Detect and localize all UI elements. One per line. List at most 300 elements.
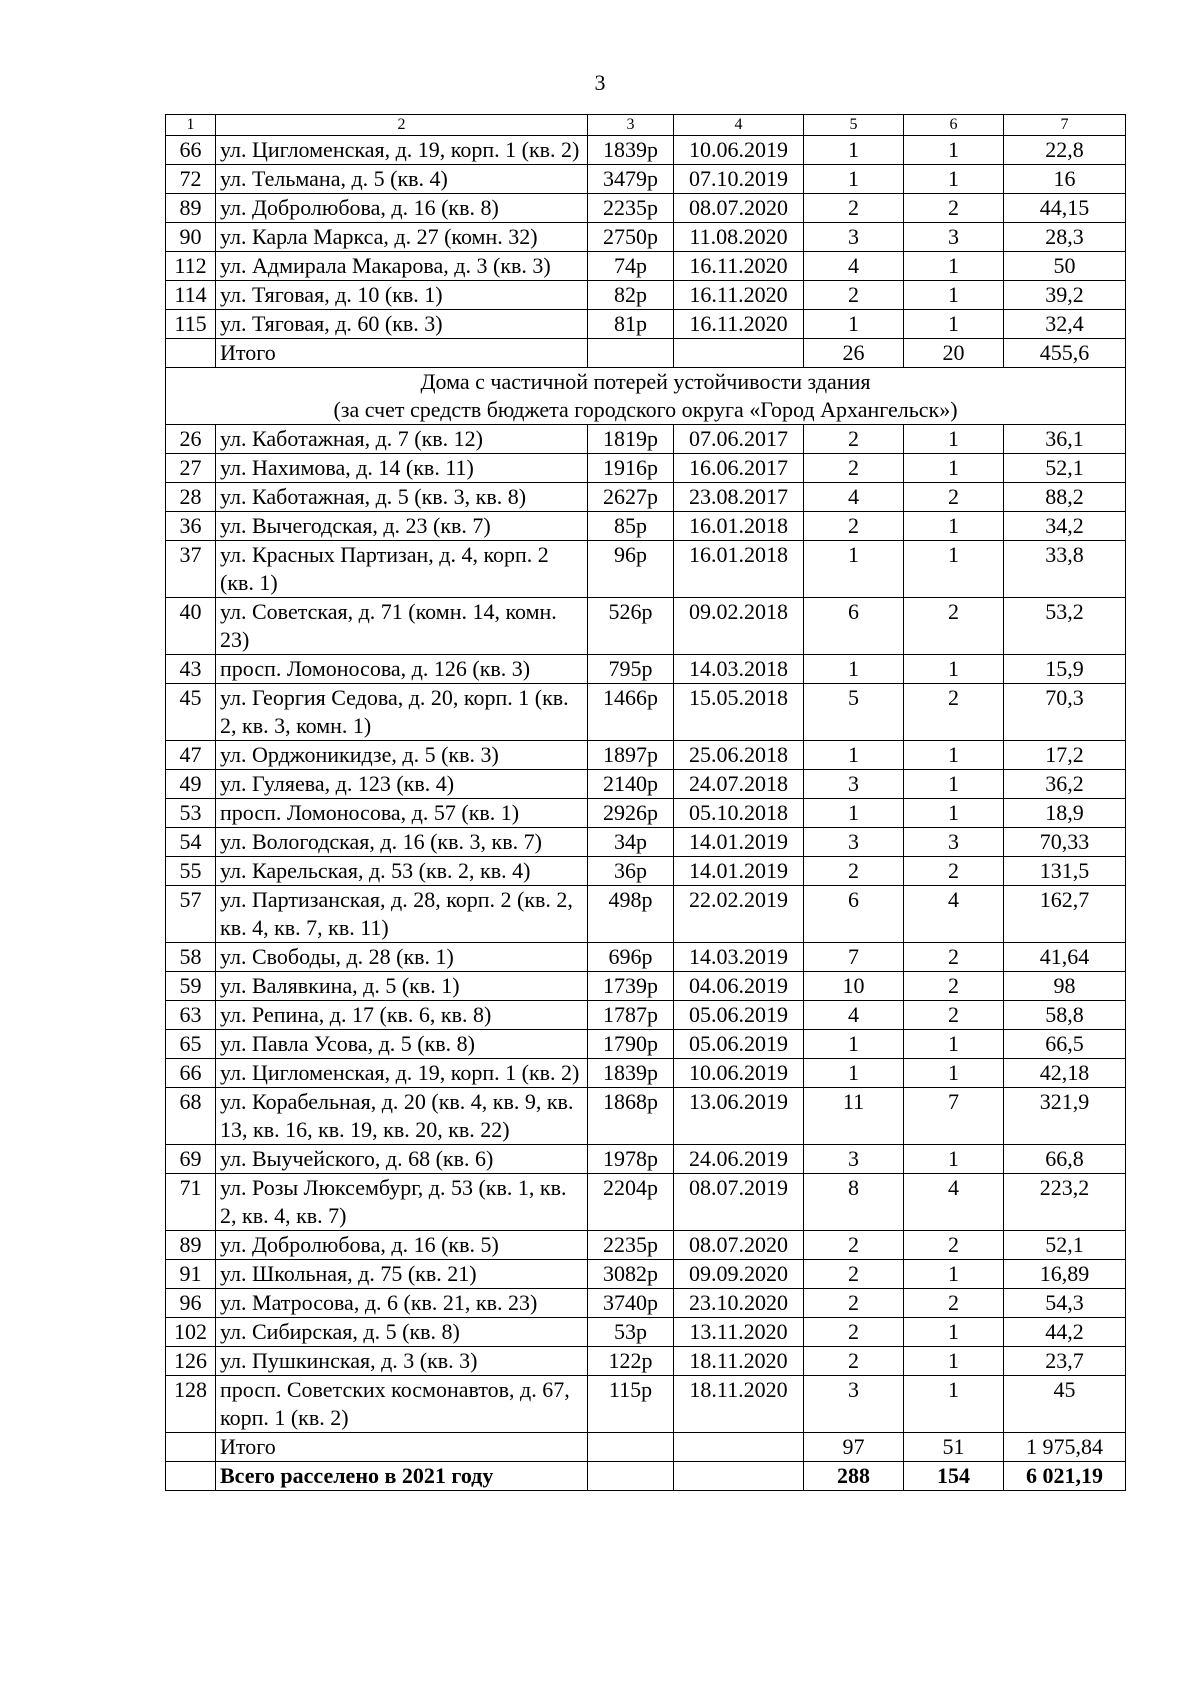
address: ул. Пушкинская, д. 3 (кв. 3) — [216, 1347, 588, 1376]
table-row — [166, 483, 1126, 512]
order-number: 2750р — [588, 223, 674, 252]
col6-value: 2 — [904, 1289, 1004, 1318]
col7-value: 22,8 — [1004, 136, 1126, 165]
order-number: 3479р — [588, 165, 674, 194]
row-number: 47 — [166, 741, 216, 770]
col5-value: 7 — [804, 943, 904, 972]
total-c7: 455,6 — [1004, 339, 1126, 368]
col5-value: 1 — [804, 655, 904, 684]
order-number: 1978р — [588, 1145, 674, 1174]
order-number: 122р — [588, 1347, 674, 1376]
order-date: 10.06.2019 — [674, 136, 804, 165]
col5-value: 1 — [804, 310, 904, 339]
table-row — [166, 136, 1126, 165]
col6-value: 1 — [904, 1347, 1004, 1376]
col7-value: 162,7 — [1004, 886, 1126, 943]
order-date: 22.02.2019 — [674, 886, 804, 943]
order-number: 1916р — [588, 454, 674, 483]
col7-value: 16 — [1004, 165, 1126, 194]
table-row — [166, 454, 1126, 483]
row-number: 91 — [166, 1260, 216, 1289]
order-date: 16.11.2020 — [674, 281, 804, 310]
header-cell: 1 — [166, 115, 216, 136]
row-number: 58 — [166, 943, 216, 972]
header-cell: 4 — [674, 115, 804, 136]
row-number: 43 — [166, 655, 216, 684]
col6-value: 2 — [904, 1001, 1004, 1030]
order-date: 16.06.2017 — [674, 454, 804, 483]
col6-value: 2 — [904, 943, 1004, 972]
order-number: 1787р — [588, 1001, 674, 1030]
col6-value: 2 — [904, 684, 1004, 741]
address: ул. Нахимова, д. 14 (кв. 11) — [216, 454, 588, 483]
col6-value: 1 — [904, 770, 1004, 799]
col5-value: 5 — [804, 684, 904, 741]
row-number: 65 — [166, 1030, 216, 1059]
order-number: 1819р — [588, 425, 674, 454]
total-c6: 51 — [904, 1433, 1004, 1462]
row-number: 112 — [166, 252, 216, 281]
order-number: 85р — [588, 512, 674, 541]
col6-value: 3 — [904, 223, 1004, 252]
col7-value: 44,15 — [1004, 194, 1126, 223]
col7-value: 39,2 — [1004, 281, 1126, 310]
col7-value: 44,2 — [1004, 1318, 1126, 1347]
col6-value: 1 — [904, 741, 1004, 770]
col7-value: 36,2 — [1004, 770, 1126, 799]
col7-value: 53,2 — [1004, 598, 1126, 655]
col7-value: 36,1 — [1004, 425, 1126, 454]
col6-value: 2 — [904, 1231, 1004, 1260]
order-number: 74р — [588, 252, 674, 281]
col7-value: 34,2 — [1004, 512, 1126, 541]
order-date: 13.11.2020 — [674, 1318, 804, 1347]
order-date: 14.01.2019 — [674, 828, 804, 857]
row-number: 37 — [166, 541, 216, 598]
address: ул. Корабельная, д. 20 (кв. 4, кв. 9, кв. 13, кв. 16, кв. 19, кв. 20, кв. 22) — [216, 1088, 588, 1145]
table-row — [166, 1174, 1126, 1231]
col5-value: 1 — [804, 1059, 904, 1088]
col6-value: 1 — [904, 1059, 1004, 1088]
table-row — [166, 857, 1126, 886]
order-number: 498р — [588, 886, 674, 943]
table-row — [166, 1145, 1126, 1174]
col7-value: 223,2 — [1004, 1174, 1126, 1231]
table-row — [166, 1289, 1126, 1318]
order-date: 18.11.2020 — [674, 1376, 804, 1433]
total-c7: 1 975,84 — [1004, 1433, 1126, 1462]
col7-value: 33,8 — [1004, 541, 1126, 598]
row-number: 55 — [166, 857, 216, 886]
order-date: 14.03.2018 — [674, 655, 804, 684]
col6-value: 4 — [904, 886, 1004, 943]
header-cell: 7 — [1004, 115, 1126, 136]
header-cell: 2 — [216, 115, 588, 136]
col7-value: 17,2 — [1004, 741, 1126, 770]
col7-value: 98 — [1004, 972, 1126, 1001]
row-number: 57 — [166, 886, 216, 943]
order-date: 07.10.2019 — [674, 165, 804, 194]
col6-value: 1 — [904, 1030, 1004, 1059]
col7-value: 45 — [1004, 1376, 1126, 1433]
address: ул. Гуляева, д. 123 (кв. 4) — [216, 770, 588, 799]
address: ул. Школьная, д. 75 (кв. 21) — [216, 1260, 588, 1289]
col6-value: 1 — [904, 165, 1004, 194]
table-row — [166, 223, 1126, 252]
col5-value: 1 — [804, 1030, 904, 1059]
row-number: 36 — [166, 512, 216, 541]
table-row — [166, 1231, 1126, 1260]
col7-value: 52,1 — [1004, 454, 1126, 483]
col5-value: 11 — [804, 1088, 904, 1145]
row-number: 40 — [166, 598, 216, 655]
address: ул. Красных Партизан, д. 4, корп. 2 (кв. 1) — [216, 541, 588, 598]
address: ул. Каботажная, д. 5 (кв. 3, кв. 8) — [216, 483, 588, 512]
col5-value: 4 — [804, 252, 904, 281]
address: ул. Георгия Седова, д. 20, корп. 1 (кв. 2, кв. 3, комн. 1) — [216, 684, 588, 741]
order-number: 1466р — [588, 684, 674, 741]
order-number: 2204р — [588, 1174, 674, 1231]
col6-value: 1 — [904, 310, 1004, 339]
address: ул. Валявкина, д. 5 (кв. 1) — [216, 972, 588, 1001]
address: ул. Каботажная, д. 7 (кв. 12) — [216, 425, 588, 454]
col5-value: 3 — [804, 770, 904, 799]
col6-value: 1 — [904, 541, 1004, 598]
order-date: 08.07.2020 — [674, 194, 804, 223]
col6-value: 2 — [904, 194, 1004, 223]
address: ул. Вологодская, д. 16 (кв. 3, кв. 7) — [216, 828, 588, 857]
address: ул. Адмирала Макарова, д. 3 (кв. 3) — [216, 252, 588, 281]
row-number: 68 — [166, 1088, 216, 1145]
col7-value: 66,8 — [1004, 1145, 1126, 1174]
col5-value: 2 — [804, 454, 904, 483]
header-cell: 6 — [904, 115, 1004, 136]
col5-value: 2 — [804, 1260, 904, 1289]
row-number: 114 — [166, 281, 216, 310]
col5-value: 4 — [804, 483, 904, 512]
row-number: 128 — [166, 1376, 216, 1433]
col6-value: 1 — [904, 1318, 1004, 1347]
row-number: 27 — [166, 454, 216, 483]
col5-value: 3 — [804, 1376, 904, 1433]
total-label: Итого — [216, 339, 588, 368]
order-date: 10.06.2019 — [674, 1059, 804, 1088]
col6-value: 1 — [904, 252, 1004, 281]
col5-value: 1 — [804, 165, 904, 194]
order-date: 14.01.2019 — [674, 857, 804, 886]
col7-value: 88,2 — [1004, 483, 1126, 512]
col7-value: 41,64 — [1004, 943, 1126, 972]
table-row — [166, 1376, 1126, 1433]
col5-value: 8 — [804, 1174, 904, 1231]
section-header-row — [166, 368, 1126, 425]
total-row — [166, 1433, 1126, 1462]
col6-value: 1 — [904, 425, 1004, 454]
order-number: 3740р — [588, 1289, 674, 1318]
order-number: 36р — [588, 857, 674, 886]
col6-value: 1 — [904, 512, 1004, 541]
col6-value: 2 — [904, 972, 1004, 1001]
address: ул. Тельмана, д. 5 (кв. 4) — [216, 165, 588, 194]
address: ул. Цигломенская, д. 19, корп. 1 (кв. 2) — [216, 136, 588, 165]
address: ул. Карельская, д. 53 (кв. 2, кв. 4) — [216, 857, 588, 886]
col5-value: 2 — [804, 1318, 904, 1347]
col6-value: 1 — [904, 1260, 1004, 1289]
table-row — [166, 281, 1126, 310]
col5-value: 3 — [804, 828, 904, 857]
table-row — [166, 1030, 1126, 1059]
order-date: 24.07.2018 — [674, 770, 804, 799]
order-date: 09.02.2018 — [674, 598, 804, 655]
address: ул. Сибирская, д. 5 (кв. 8) — [216, 1318, 588, 1347]
order-date: 23.10.2020 — [674, 1289, 804, 1318]
order-number: 53р — [588, 1318, 674, 1347]
col7-value: 23,7 — [1004, 1347, 1126, 1376]
col6-value: 1 — [904, 655, 1004, 684]
order-date: 04.06.2019 — [674, 972, 804, 1001]
address: ул. Матросова, д. 6 (кв. 21, кв. 23) — [216, 1289, 588, 1318]
address: ул. Советская, д. 71 (комн. 14, комн. 23) — [216, 598, 588, 655]
col5-value: 2 — [804, 1347, 904, 1376]
row-number: 126 — [166, 1347, 216, 1376]
order-date: 05.06.2019 — [674, 1030, 804, 1059]
total-row — [166, 339, 1126, 368]
col5-value: 1 — [804, 541, 904, 598]
col6-value: 1 — [904, 281, 1004, 310]
col5-value: 2 — [804, 512, 904, 541]
row-number: 53 — [166, 799, 216, 828]
address: ул. Партизанская, д. 28, корп. 2 (кв. 2, кв. 4, кв. 7, кв. 11) — [216, 886, 588, 943]
order-number: 2235р — [588, 194, 674, 223]
order-number: 1897р — [588, 741, 674, 770]
address: ул. Вычегодская, д. 23 (кв. 7) — [216, 512, 588, 541]
order-date: 24.06.2019 — [674, 1145, 804, 1174]
col6-value: 3 — [904, 828, 1004, 857]
table-row — [166, 972, 1126, 1001]
row-number: 89 — [166, 194, 216, 223]
table-row — [166, 886, 1126, 943]
header-cell: 5 — [804, 115, 904, 136]
order-date: 11.08.2020 — [674, 223, 804, 252]
grand-total-c6: 154 — [904, 1462, 1004, 1491]
grand-total-c7: 6 021,19 — [1004, 1462, 1126, 1491]
col6-value: 1 — [904, 1376, 1004, 1433]
col5-value: 1 — [804, 741, 904, 770]
address: просп. Ломоносова, д. 126 (кв. 3) — [216, 655, 588, 684]
order-number: 82р — [588, 281, 674, 310]
address: ул. Тяговая, д. 60 (кв. 3) — [216, 310, 588, 339]
address: ул. Добролюбова, д. 16 (кв. 8) — [216, 194, 588, 223]
order-number: 1868р — [588, 1088, 674, 1145]
order-date: 13.06.2019 — [674, 1088, 804, 1145]
order-number: 2926р — [588, 799, 674, 828]
col7-value: 66,5 — [1004, 1030, 1126, 1059]
section-title-line2: (за счет средств бюджета городского округа «Город Архангельск») — [333, 397, 958, 422]
order-date: 16.11.2020 — [674, 252, 804, 281]
table-row — [166, 1260, 1126, 1289]
row-number: 26 — [166, 425, 216, 454]
row-number: 63 — [166, 1001, 216, 1030]
col7-value: 70,3 — [1004, 684, 1126, 741]
col7-value: 321,9 — [1004, 1088, 1126, 1145]
col5-value: 6 — [804, 598, 904, 655]
row-number: 90 — [166, 223, 216, 252]
address: ул. Свободы, д. 28 (кв. 1) — [216, 943, 588, 972]
section-title — [166, 368, 1126, 425]
order-number: 2627р — [588, 483, 674, 512]
row-number: 102 — [166, 1318, 216, 1347]
address: просп. Ломоносова, д. 57 (кв. 1) — [216, 799, 588, 828]
col7-value: 16,89 — [1004, 1260, 1126, 1289]
col5-value: 3 — [804, 1145, 904, 1174]
col5-value: 6 — [804, 886, 904, 943]
order-date: 07.06.2017 — [674, 425, 804, 454]
order-number: 115р — [588, 1376, 674, 1433]
order-number: 81р — [588, 310, 674, 339]
column-number-row — [166, 115, 1126, 136]
table-row — [166, 252, 1126, 281]
address: ул. Репина, д. 17 (кв. 6, кв. 8) — [216, 1001, 588, 1030]
grand-total-row — [166, 1462, 1126, 1491]
col7-value: 54,3 — [1004, 1289, 1126, 1318]
order-number: 3082р — [588, 1260, 674, 1289]
order-date: 18.11.2020 — [674, 1347, 804, 1376]
address: ул. Орджоникидзе, д. 5 (кв. 3) — [216, 741, 588, 770]
col5-value: 2 — [804, 425, 904, 454]
order-number: 1739р — [588, 972, 674, 1001]
col7-value: 50 — [1004, 252, 1126, 281]
col7-value: 58,8 — [1004, 1001, 1126, 1030]
col6-value: 2 — [904, 598, 1004, 655]
col6-value: 2 — [904, 857, 1004, 886]
resettlement-table — [165, 114, 1126, 1491]
address: ул. Выучейского, д. 68 (кв. 6) — [216, 1145, 588, 1174]
order-number: 2235р — [588, 1231, 674, 1260]
col7-value: 32,4 — [1004, 310, 1126, 339]
row-number: 89 — [166, 1231, 216, 1260]
address: ул. Павла Усова, д. 5 (кв. 8) — [216, 1030, 588, 1059]
row-number: 49 — [166, 770, 216, 799]
order-date: 08.07.2019 — [674, 1174, 804, 1231]
order-date: 08.07.2020 — [674, 1231, 804, 1260]
order-number: 34р — [588, 828, 674, 857]
col5-value: 2 — [804, 1289, 904, 1318]
row-number: 69 — [166, 1145, 216, 1174]
table-row — [166, 512, 1126, 541]
order-date: 16.11.2020 — [674, 310, 804, 339]
order-number: 1839р — [588, 136, 674, 165]
col7-value: 18,9 — [1004, 799, 1126, 828]
order-date: 23.08.2017 — [674, 483, 804, 512]
col5-value: 2 — [804, 194, 904, 223]
order-number: 1839р — [588, 1059, 674, 1088]
order-date: 25.06.2018 — [674, 741, 804, 770]
col5-value: 10 — [804, 972, 904, 1001]
table-row — [166, 194, 1126, 223]
col6-value: 1 — [904, 1145, 1004, 1174]
order-number: 96р — [588, 541, 674, 598]
table-row — [166, 741, 1126, 770]
address: ул. Тяговая, д. 10 (кв. 1) — [216, 281, 588, 310]
col7-value: 131,5 — [1004, 857, 1126, 886]
col7-value: 15,9 — [1004, 655, 1126, 684]
table-row — [166, 310, 1126, 339]
table-row — [166, 1088, 1126, 1145]
row-number: 72 — [166, 165, 216, 194]
row-number: 66 — [166, 136, 216, 165]
address: ул. Добролюбова, д. 16 (кв. 5) — [216, 1231, 588, 1260]
table-row — [166, 770, 1126, 799]
table-row — [166, 165, 1126, 194]
header-cell: 3 — [588, 115, 674, 136]
table-row — [166, 1347, 1126, 1376]
col5-value: 2 — [804, 1231, 904, 1260]
address: ул. Розы Люксембург, д. 53 (кв. 1, кв. 2, кв. 4, кв. 7) — [216, 1174, 588, 1231]
table-row — [166, 1059, 1126, 1088]
row-number: 71 — [166, 1174, 216, 1231]
col6-value: 1 — [904, 454, 1004, 483]
table-row — [166, 425, 1126, 454]
total-c6: 20 — [904, 339, 1004, 368]
table-row — [166, 684, 1126, 741]
order-date: 16.01.2018 — [674, 541, 804, 598]
total-label: Итого — [216, 1433, 588, 1462]
row-number: 45 — [166, 684, 216, 741]
col7-value: 70,33 — [1004, 828, 1126, 857]
table-row — [166, 943, 1126, 972]
col7-value: 52,1 — [1004, 1231, 1126, 1260]
col6-value: 4 — [904, 1174, 1004, 1231]
address: ул. Карла Маркса, д. 27 (комн. 32) — [216, 223, 588, 252]
table-row — [166, 799, 1126, 828]
order-date: 05.10.2018 — [674, 799, 804, 828]
col5-value: 1 — [804, 136, 904, 165]
row-number: 59 — [166, 972, 216, 1001]
table-row — [166, 598, 1126, 655]
row-number: 115 — [166, 310, 216, 339]
table-row — [166, 828, 1126, 857]
total-c5: 26 — [804, 339, 904, 368]
table-row — [166, 541, 1126, 598]
col6-value: 1 — [904, 799, 1004, 828]
col7-value: 28,3 — [1004, 223, 1126, 252]
col5-value: 3 — [804, 223, 904, 252]
grand-total-label: Всего расселено в 2021 году — [216, 1462, 588, 1491]
total-c5: 97 — [804, 1433, 904, 1462]
col5-value: 1 — [804, 799, 904, 828]
order-number: 2140р — [588, 770, 674, 799]
order-number: 795р — [588, 655, 674, 684]
order-date: 05.06.2019 — [674, 1001, 804, 1030]
col6-value: 7 — [904, 1088, 1004, 1145]
table-row — [166, 1318, 1126, 1347]
order-number: 696р — [588, 943, 674, 972]
address: просп. Советских космонавтов, д. 67, корп. 1 (кв. 2) — [216, 1376, 588, 1433]
order-date: 16.01.2018 — [674, 512, 804, 541]
col7-value: 42,18 — [1004, 1059, 1126, 1088]
order-date: 14.03.2019 — [674, 943, 804, 972]
col5-value: 4 — [804, 1001, 904, 1030]
col5-value: 2 — [804, 281, 904, 310]
order-date: 09.09.2020 — [674, 1260, 804, 1289]
row-number: 96 — [166, 1289, 216, 1318]
col5-value: 2 — [804, 857, 904, 886]
col6-value: 2 — [904, 483, 1004, 512]
order-number: 1790р — [588, 1030, 674, 1059]
grand-total-c5: 288 — [804, 1462, 904, 1491]
row-number: 66 — [166, 1059, 216, 1088]
order-date: 15.05.2018 — [674, 684, 804, 741]
